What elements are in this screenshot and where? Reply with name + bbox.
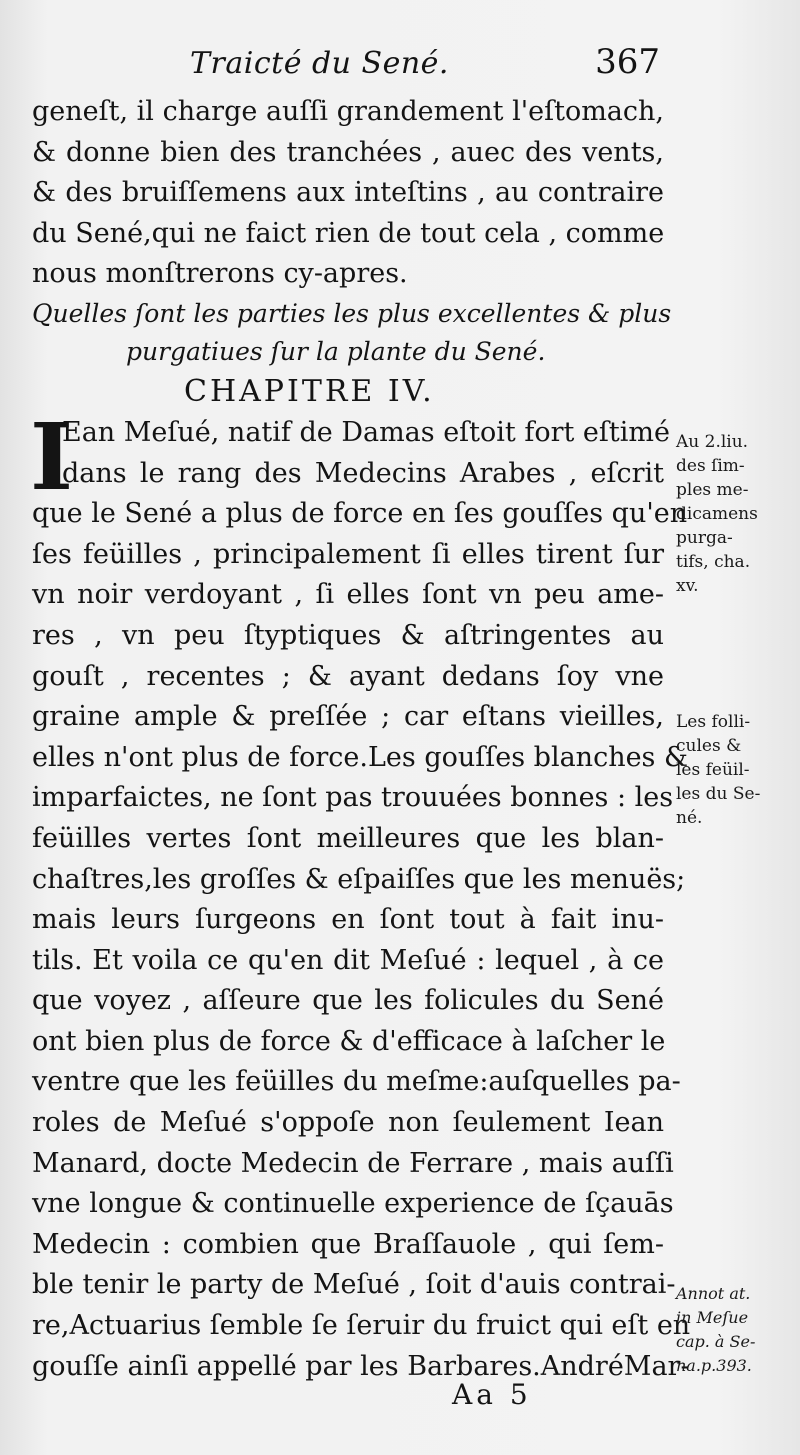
text-line: vn noir verdoyant , ſi elles ſont vn peu ame- [32,579,664,611]
text-line: tils. Et voila ce qu'en dit Meſué : lequel , à ce [32,944,664,976]
text-line: du Sené,qui ne faict rien de tout cela , comme [32,217,665,249]
text-line: dans le rang des Medecins Arabes , eſcrit [62,457,664,489]
text-line: ont bien plus de force & d'efficace à laſcher le [32,1025,666,1057]
section-title-line: purgatiues ſur la plante du Sené. [126,336,546,366]
text-line: que le Sené a plus de force en ſes gouſſes qu'en [32,498,688,530]
text-line: chaſtres,les groſſes & eſpaiſſes que les menuës; [32,863,686,895]
text-line: feüilles vertes ſont meilleures que les blan- [32,822,664,854]
page-header [30,40,670,90]
text-line: geneſt, il charge auſſi grandement l'eſtomach, [32,96,664,127]
text-line: Ean Meſué, natif de Damas eſtoit fort eſtimé [62,416,670,448]
text-line: Medecin : combien que Braſſauole , qui ſem- [32,1228,664,1260]
text-line: graine ample & preſſée ; car eſtans vieilles, [32,701,664,733]
text-block [30,92,691,1387]
text-line: imparfaictes, ne ſont pas trouuées bonnes : les [32,782,674,814]
text-line: & des bruiſſemens aux inteſtins , au contraire [32,177,664,209]
text-line: elles n'ont plus de force.Les gouſſes blanches & [32,741,689,773]
text-line: ventre que les feüilles du meſme:auſquelles pa- [32,1066,681,1098]
margin-note-reference: Au 2.liu. des ſim- ples me- dicamens purga- tifs, cha. xv. [676,432,758,596]
text-line: ble tenir le party de Meſué , ſoit d'auis contrai- [32,1269,676,1301]
text-line: Manard, docte Medecin de Ferrare , mais auſſi [32,1147,674,1179]
section-title-line: Quelles ſont les parties les plus excellentes & plus [32,298,672,328]
text-line: nous monſtrerons cy-apres. [32,258,408,290]
drop-cap: I [30,402,74,511]
text-line: mais leurs ſurgeons en ſont tout à fait inu- [32,904,664,936]
paragraph-chapter-iv [30,402,691,1387]
text-line: re,Actuarius ſemble ſe ſeruir du fruict qui eſt en [32,1310,691,1342]
text-line: res , vn peu ſtyptiques & aſtringentes au [32,619,664,651]
page-number: 367 [595,42,660,82]
signature-mark: Aa 5 [452,1378,532,1411]
text-line: gouſt , recentes ; & ayant dedans ſoy vne [32,660,664,692]
text-line: roles de Meſué s'oppoſe non ſeulement Iean [32,1107,664,1139]
text-line: & donne bien des tranchées , auec des vents, [32,136,664,168]
running-title: Traicté du Sené. [190,46,449,81]
text-line: ſes feüilles , principalement ſi elles tirent ſur [32,538,664,570]
text-line: que voyez , aſſeure que les folicules du Sené [32,985,664,1017]
section-title [32,295,672,371]
paragraph-continued [32,92,664,295]
text-line: gouſſe ainſi appellé par les Barbares.AndréMar- [32,1350,690,1382]
margin-note-follicles: Les folli- cules & les feüil- les du Se- né. [676,712,761,828]
margin-note-annotation: Annot at. in Meſue cap. à Se- na.p.393. [676,1284,756,1375]
text-line: vne longue & continuelle experience de ſçauās [32,1188,674,1220]
chapter-heading: CHAPITRE IV. [184,373,435,409]
